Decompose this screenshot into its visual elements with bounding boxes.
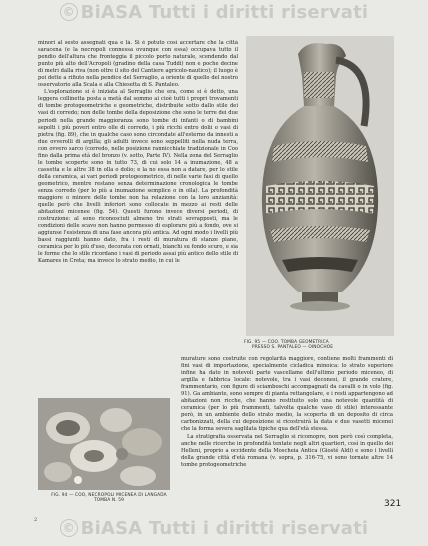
tomb-caption — [34, 493, 184, 504]
vase-caption-line2: PRESSO S. PANTALEO — OINOCHOE — [252, 345, 334, 351]
watermark-text-bottom: BiASA Tutti i diritti riservati — [80, 518, 369, 539]
tomb-caption-line2: TOMBA N. 59 — [93, 498, 125, 504]
copyright-symbol-bottom: © — [60, 519, 78, 537]
watermark-text: BiASA Tutti i diritti riservati — [80, 2, 369, 23]
oinochoe-illustration — [246, 36, 394, 336]
figure-tomb-photo — [38, 398, 170, 490]
figure-oinochoe-photo — [246, 36, 394, 336]
paragraph-stratigraphy: La stratigrafia osservata nel Serraglio si ricomopre, non però così completa, anche nelle ricerche in profondità tentate negli altri quartieri, così in quello dei Helleni, proprio a occidente della Moscheia Antica (Giosté Aldi) e sono i livelli della grande città d'età romana (v. sopra, p. 316-75, vi sono tornate altre 14 tombe protogeometriche — [181, 433, 393, 468]
paragraph-strata: murature sono costruite con regolarità maggiore, contiene molti frammenti di fini vasi di importazione, specialmente cicladica minoica: lo strato superiore infine ha dato in notevoli parte vascellame dell'ultimo periodo miceneo, di argilla e fabbrica locale: notevole, tra i vasi deconesi, il grande cratere, frammentario, con figure di sciamboschi accompagnati da cavalli o in volo (fig. 91). Ga ambiante, sono sempre di pianta rettangolare, e i resti appartengono ad abitazioni non ricche, che hanno restituito solo una notevole quantità di ceramica (per lo più frammenti, talvolta qualche vaso di stile) interessante però, in un ambiente dello strato medio, la scoperta di un deposito di circa carbonizzati, della cui deposizione si ricostruirà la data e due vasetti micenei che la forma severa saglilata tipiche qua dell'età stessa. — [181, 356, 393, 433]
tomb-caption-line1: FIG. 94 — COO, NECROPOLI MICENEA DI LANGADA — [51, 493, 167, 498]
tomb-vessels-illustration — [38, 398, 170, 490]
vase-caption-line1: FIG. 95 — COO. TOMBA GEOMETRICA — [244, 340, 329, 345]
footer-mark: 2 — [34, 517, 38, 523]
right-text-column — [181, 356, 393, 496]
vase-caption — [244, 340, 404, 351]
left-text-column — [38, 40, 238, 390]
paragraph-main: L'esplorazione si è iniziata al Serraglio che era, come si è detto, una leggera collinetta posta a metà dal sommo ai cioè tutti i propri trovamenti di tombe protogeometriche e geometriche, distribuite sotto dallo stile dei vasi di corredo; non delle tombe della deposizione che sono le terre dei due periodi nella grande maggioranza sono tombe di infanti o di bambini sepolti i più poveri entro olle di corredo, i più ricchi entro dolii o vasi di pietra (fig. 89), che in qualche caso sono circondate all'esterno da innesti a due ovverolli di argilla; gli adulti invece sono seppelliti nella nuda terra, con ovvero sarco (corredo, nelle posizione rannicchiate tradizionale in Coo fino dalla prima età del bronzo (v. sotto, Parte IV). Nella zona del Serraglio le tombe scoperte sono in tutto 73, di cui solo 14 a inumazione, 48 a cassetta e le altre 38 in olla o dolio; e la no essa non a datare, per lo stile della ceramica, ai vari periodi protogeometrico, di nelle varie fasi di quello geometrico, mentre restano senza determinazione cronologica le tombe senza corredo (per lo più a inumazione semplice o in olla). La profondità maggiore o minore delle tombe non ha relazione con la loro anzianità: quelle però che livelli inferiori sono collocate in mezzo ai resti delle abitazioni micenee (fig. 54). Questi furono invece diversi periodi, di costruzione: al sono riconosciuti almeno tre strati sovrapposti, ma le condizioni delle scavo non hanno permesso di esplorare più a fondo, ove si aggiunse l'esistenza di una fase ancora più antica. Ad ogni modo i livelli più bassi raggiunti hanno dato, fra i resti di muratura di stanze piane, ceramica per lo più d'uso, decorata con ornati, bianchi su fondo scuro, e sia le forme che lo stile ricordano i vasi di periodo assai più antico dello stile di Kamares in Creta; ma invece lo strato medio, in cui le — [38, 89, 238, 265]
page-number: 321 — [384, 499, 402, 509]
watermark-bottom — [0, 518, 428, 539]
watermark-top — [0, 2, 428, 23]
copyright-symbol: © — [60, 3, 78, 21]
paragraph-intro: minori al sesto assegnati qua e là. Si è potuto così accertare che la città saracena (e la necropoli connessa ovunque con essa) occupava tutto il pendio dell'altura che fronteggia il piccolo porto naturale, scendendo dal punto più alto dell'Acropoli (gradino della casa Tuddi) non e poche decine di metri dalla riva (non oltre il sito del Cantiere agricolo-nautico); il luogo è poi dette a rifiuto nella pendice del Serraglio, a oriente di quello del nostro osservatorio alla Scala e alla Chiesetta di S. Pantaleo. — [38, 40, 238, 89]
